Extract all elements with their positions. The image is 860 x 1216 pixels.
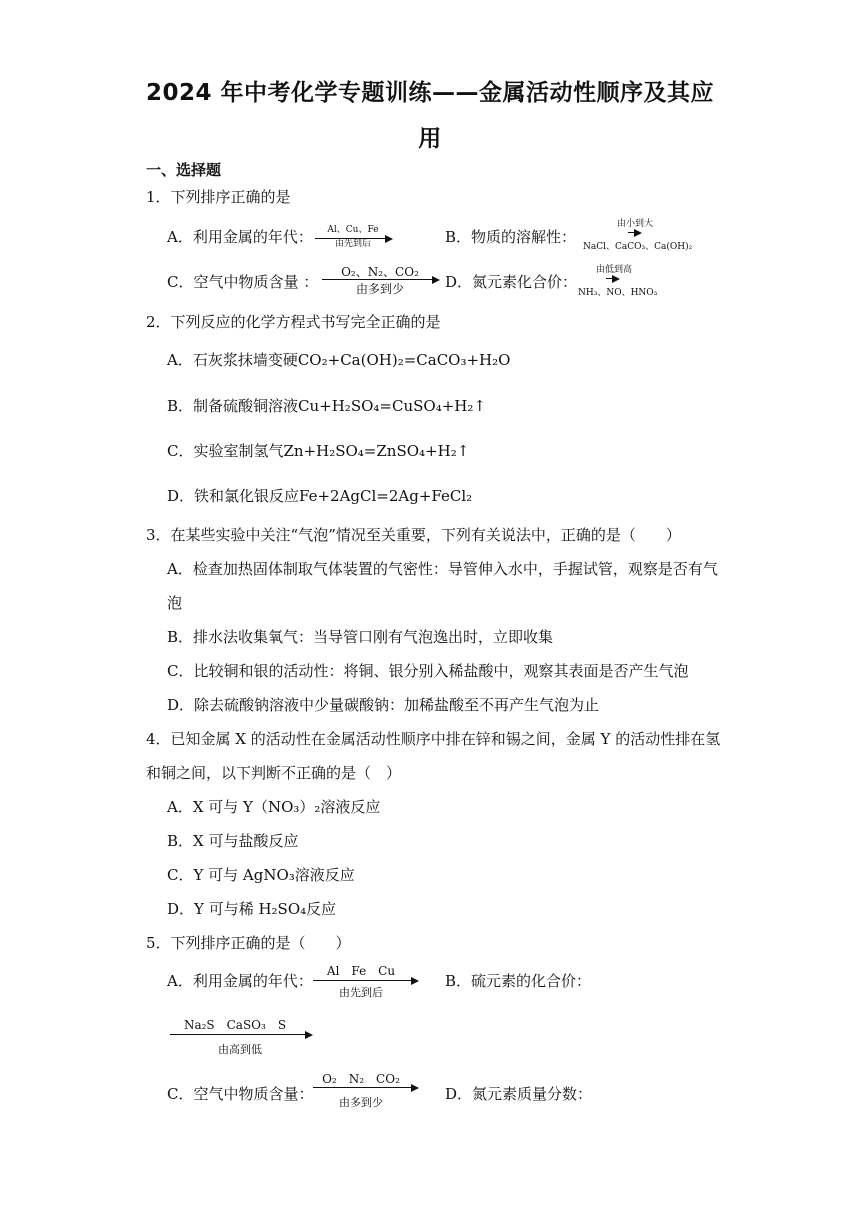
q5-a-arrow-top: Al Fe Cu [326,964,396,978]
q5-c-arrow-top: O₂ N₂ CO₂ [322,1072,400,1086]
q3-stem: 3．在某些实验中关注“气泡”情况至关重要，下列有关说法中，正确的是（ ） [146,526,681,544]
q1-a-arrow-top: Al、Cu、Fe [327,225,379,235]
q5-option-a: A．利用金属的年代： [167,972,313,990]
q1-option-c: C．空气中物质含量 ： [167,273,319,291]
q1-c-arrow-top: O₂、N₂、CO₂ [341,265,419,279]
q2-stem: 2．下列反应的化学方程式书写完全正确的是 [146,313,441,331]
q2-option-a: A．石灰浆抹墙变硬CO₂+Ca(OH)₂=CaCO₃+H₂O [167,351,511,369]
q5-c-arrow [313,1084,421,1092]
q2-option-c: C．实验室制氢气Zn+H₂SO₄=ZnSO₄+H₂↑ [167,442,470,460]
q4-stem-continued: 和铜之间，以下判断不正确的是（ ） [146,764,402,782]
section-heading: 一、选择题 [146,161,222,179]
q3-option-d: D．除去硫酸钠溶液中少量碳酸钠：加稀盐酸至不再产生气泡为止 [167,696,600,714]
q5-a-arrow-bottom: 由先到后 [339,986,383,999]
q1-b-arrow [628,229,642,237]
q3-option-a-continued: 泡 [167,594,183,612]
q4-option-d: D．Y 可与稀 H₂SO₄反应 [167,900,337,918]
q4-option-a: A．X 可与 Y（NO₃）₂溶液反应 [167,798,381,816]
q4-option-b: B．X 可与盐酸反应 [167,832,299,850]
q1-d-arrow-top: 由低到高 [595,265,632,275]
q1-option-d: D．氮元素化合价： [445,273,578,291]
q3-option-b: B．排水法收集氧气：当导管口刚有气泡逸出时，立即收集 [167,628,554,646]
q2-option-d: D．铁和氯化银反应Fe+2AgCl=2Ag+FeCl₂ [167,487,473,505]
q4-option-c: C．Y 可与 AgNO₃溶液反应 [167,866,355,884]
q1-stem: 1．下列排序正确的是 [146,188,291,206]
q5-option-d: D．氮元素质量分数： [445,1085,593,1103]
q1-b-arrow-bottom: NaCl、CaCO₃、Ca(OH)₂ [583,242,693,252]
q5-b-arrow-top: Na₂S CaSO₃ S [183,1018,287,1032]
q1-b-arrow-top: 由小到大 [616,219,653,229]
q5-stem: 5．下列排序正确的是（ ） [146,934,351,952]
q5-option-c: C．空气中物质含量： [167,1085,314,1103]
q1-d-arrow [606,275,620,283]
q3-option-a: A．检查加热固体制取气体装置的气密性：导管伸入水中，手握试管，观察是否有气 [167,560,718,578]
q5-b-arrow [170,1031,315,1039]
q4-stem: 4．已知金属 X 的活动性在金属活动性顺序中排在锌和锡之间，金属 Y 的活动性排在氢 [146,730,721,748]
q1-d-arrow-bottom: NH₃、NO、HNO₃ [578,288,658,298]
q5-option-b: B．硫元素的化合价： [445,972,592,990]
q1-option-b: B．物质的溶解性： [445,228,577,246]
q1-option-a: A．利用金属的年代： [167,228,313,246]
page-title-continued: 用 [418,126,442,152]
q1-a-arrow-bottom: 由先到后 [334,239,371,249]
page-title: 2024 年中考化学专题训练——金属活动性顺序及其应 [145,80,715,106]
q5-c-arrow-bottom: 由多到少 [339,1096,383,1109]
q1-c-arrow-bottom: 由多到少 [355,282,404,296]
q3-option-c: C．比较铜和银的活动性：将铜、银分别入稀盐酸中，观察其表面是否产生气泡 [167,662,689,680]
q5-b-arrow-bottom: 由高到低 [218,1043,262,1056]
q2-option-b: B．制备硫酸铜溶液Cu+H₂SO₄=CuSO₄+H₂↑ [167,397,486,415]
